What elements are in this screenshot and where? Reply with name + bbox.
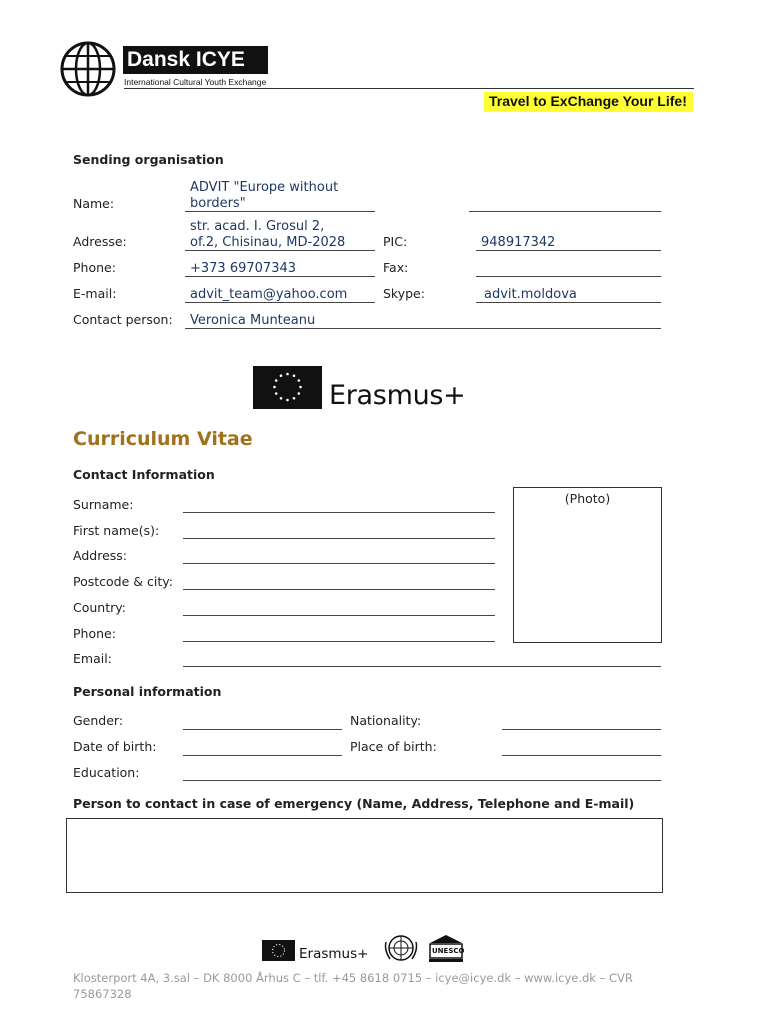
footer-erasmus-label: Erasmus+ (299, 946, 369, 962)
personal-info-section-title: Personal information (73, 684, 222, 699)
cv-email-label: Email: (73, 651, 112, 666)
surname-label: Surname: (73, 497, 134, 512)
pic-value: 948917342 (481, 235, 556, 250)
icye-globe-logo (58, 40, 120, 98)
postcode-field[interactable] (183, 589, 495, 590)
country-label: Country: (73, 600, 126, 615)
pic-label: PIC: (383, 234, 408, 249)
education-label: Education: (73, 765, 140, 780)
surname-field[interactable] (183, 512, 495, 513)
name-value-line2: borders" (190, 196, 246, 211)
emergency-contact-box[interactable] (66, 818, 663, 893)
education-field[interactable] (183, 780, 661, 781)
sending-section-title: Sending organisation (73, 152, 224, 167)
eu-flag-icon (253, 366, 322, 409)
contact-person-value: Veronica Munteanu (190, 313, 316, 328)
nationality-label: Nationality: (350, 713, 422, 728)
address-value-line2: of.2, Chisinau, MD-2028 (190, 235, 346, 250)
contact-info-section-title: Contact Information (73, 467, 215, 482)
email-label: E-mail: (73, 286, 117, 301)
cv-email-field[interactable] (183, 666, 661, 667)
cv-phone-label: Phone: (73, 626, 116, 641)
emergency-section-title: Person to contact in case of emergency (Name, Address, Telephone and E-mail) (73, 796, 635, 811)
unesco-label: UNESCO (432, 947, 465, 955)
brand-subtitle: International Cultural Youth Exchange (124, 77, 267, 87)
skype-field-line (476, 302, 661, 303)
postcode-label: Postcode & city: (73, 574, 173, 589)
address-value-line1: str. acad. I. Grosul 2, (190, 219, 325, 234)
cv-title: Curriculum Vitae (73, 428, 253, 450)
email-value: advit_team@yahoo.com (190, 287, 348, 302)
contact-person-label: Contact person: (73, 312, 173, 327)
un-emblem-icon (382, 932, 420, 964)
name-label: Name: (73, 196, 115, 211)
skype-value: advit.moldova (484, 287, 577, 302)
pob-label: Place of birth: (350, 739, 437, 754)
photo-box (513, 487, 662, 643)
brand-box (123, 46, 268, 74)
phone-label: Phone: (73, 260, 116, 275)
pob-field[interactable] (502, 755, 661, 756)
cv-phone-field[interactable] (183, 641, 495, 642)
fax-field-line (476, 276, 661, 277)
name-field-line (185, 211, 375, 212)
footer-address-line2: 75867328 (73, 987, 132, 1001)
skype-label: Skype: (383, 286, 425, 301)
gender-field[interactable] (183, 729, 342, 730)
slogan: Travel to ExChange Your Life! (484, 92, 693, 112)
footer-eu-flag-icon (262, 940, 295, 961)
erasmus-label: Erasmus+ (329, 380, 466, 411)
dob-label: Date of birth: (73, 739, 157, 754)
pic-field-line (476, 250, 661, 251)
contact-person-field-line (185, 328, 661, 329)
cv-address-label: Address: (73, 548, 127, 563)
firstname-field[interactable] (183, 538, 495, 539)
fax-label: Fax: (383, 260, 409, 275)
phone-value: +373 69707343 (190, 261, 297, 276)
country-field[interactable] (183, 615, 495, 616)
photo-label: (Photo) (564, 491, 611, 506)
name-value-line1: ADVIT "Europe without (190, 180, 339, 195)
phone-field-line (185, 276, 375, 277)
address-label: Adresse: (73, 234, 127, 249)
footer-address-line1: Klosterport 4A, 3.sal – DK 8000 Århus C – tlf. +45 8618 0715 – icye@icye.dk – www.icye.dk – CVR (73, 971, 633, 985)
address-field-line (185, 250, 375, 251)
header-rule (124, 88, 694, 89)
cv-address-field[interactable] (183, 563, 495, 564)
dob-field[interactable] (183, 755, 342, 756)
gender-label: Gender: (73, 713, 124, 728)
unesco-emblem-icon (428, 934, 464, 963)
brand-name: Dansk ICYE (127, 48, 245, 71)
firstname-label: First name(s): (73, 523, 160, 538)
globe-icon (58, 40, 120, 98)
nationality-field[interactable] (502, 729, 661, 730)
extra-field-line (469, 211, 661, 212)
email-field-line (185, 302, 375, 303)
